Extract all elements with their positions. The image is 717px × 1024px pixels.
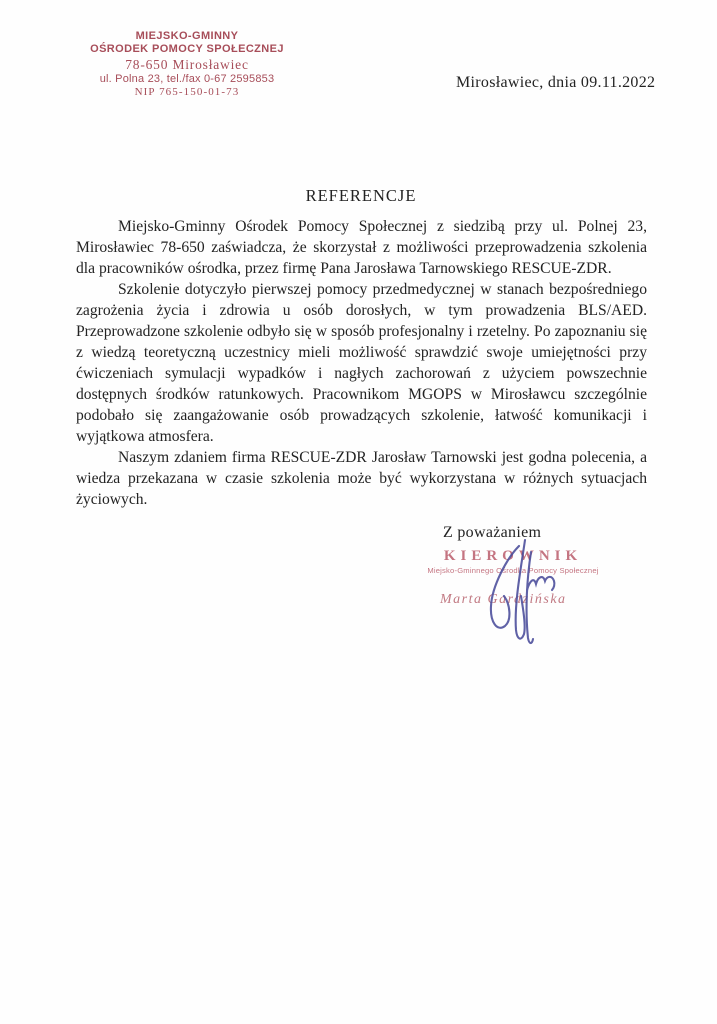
facsimile-name: Marta Gardzińska <box>440 592 567 607</box>
document-title: REFERENCJE <box>305 186 417 205</box>
stamp-postal-line: 78-650 Mirosławiec <box>125 56 249 72</box>
valediction: Z poważaniem <box>443 524 542 541</box>
dateline: Mirosławiec, dnia 09.11.2022 <box>456 74 656 91</box>
body-paragraph-1: Miejsko-Gminny Ośrodek Pomocy Społecznej z siedzibą przy ul. Polnej 23, Mirosławiec 78-650 zaświadcza, że skorzystał z możliwości przeprowadzenia szkolenia dla pracowników ośrodka, przez firmę Pana Jarosława Tarnowskiego RESCUE-ZDR. <box>76 218 647 277</box>
stamp-org-line-1: MIEJSKO-GMINNY <box>135 30 239 42</box>
letter-body <box>76 216 647 510</box>
stamp-nip-line: NIP 765-150-01-73 <box>134 85 240 98</box>
stamp-role-title: KIEROWNIK <box>443 548 583 564</box>
body-paragraph-2: Szkolenie dotyczyło pierwszej pomocy przedmedycznej w stanach bezpośredniego zagrożenia życia i zdrowia u osób dorosłych, w tym prowadzenia BLS/AED. Przeprowadzone szkolenie odbyło się w sposób profesjonalny i rzetelny. Po zapoznaniu się z wiedzą teoretyczną uczestnicy mieli możliwość sprawdzić swoje umiejętności przy ćwiczeniach symulacji wypadków i nagłych zachorowań z użyciem powszechnie dostępnych środków ratunkowych. Pracownikom MGOPS w Mirosławcu szczególnie podobało się zaangażowanie osób prowadzących szkolenie, łatwość komunikacji i wyjątkowa atmosfera. <box>76 281 647 445</box>
stamp-street-phone-line: ul. Polna 23, tel./fax 0-67 2595853 <box>99 72 275 85</box>
signature-strokes <box>491 540 554 643</box>
handwritten-signature <box>483 538 563 648</box>
stamp-org-line-2: OŚRODEK POMOCY SPOŁECZNEJ <box>90 42 284 55</box>
office-address-stamp <box>78 30 296 99</box>
stamp-role-org: Miejsko-Gminnego Ośrodka Pomocy Społecznej <box>427 566 599 575</box>
body-paragraph-3: Naszym zdaniem firma RESCUE-ZDR Jarosław Tarnowski jest godna polecenia, a wiedza przekazana w czasie szkolenia może być wykorzystana w różnych sytuacjach życiowych. <box>76 449 647 508</box>
